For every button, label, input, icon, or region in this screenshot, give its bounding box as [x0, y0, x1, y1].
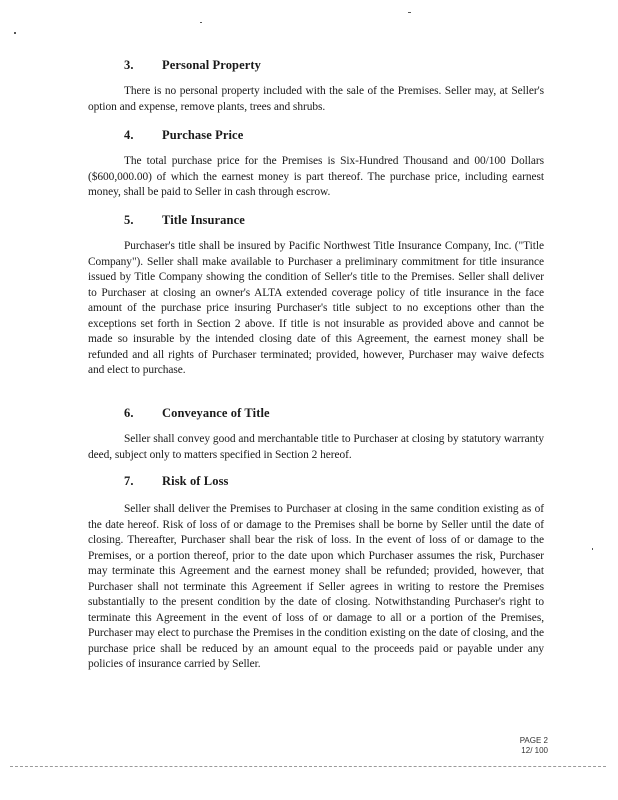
scan-speck [200, 22, 202, 23]
section-title: Personal Property [162, 58, 262, 72]
section-heading-7 [124, 474, 229, 489]
section-title: Title Insurance [162, 213, 245, 227]
section-number: 6. [124, 406, 134, 420]
section-number: 7. [124, 474, 134, 488]
section-title: Risk of Loss [162, 474, 229, 488]
page-footer [520, 736, 548, 756]
section-body-6: Seller shall convey good and merchantable title to Purchaser at closing by statutory warranty deed, subject only to matters specified in Section 2 hereof. [88, 433, 544, 461]
section-body-7: Seller shall deliver the Premises to Purchaser at closing in the same condition existing as of the date hereof. Risk of loss of or damage to the Premises shall be borne by Seller until the date of closing. Thereafter, Purchaser shall bear the risk of loss. In the event of loss of or damage to the Premises, or a portion thereof, prior to the date upon which Purchaser assumes the risk, Purchaser may terminate this Agreement and the earnest money shall be refunded; provided, however, that Purchaser shall not terminate this Agreement if Seller agrees in writing to restore the Premises substantially to the present condition by the date of closing. Notwithstanding Purchaser's right to terminate this Agreement in the event of loss of or damage to all or a portion of the Premises, Purchaser may elect to purchase the Premises in the condition existing on the date of closing, and the purchase price shall be reduced by an amount equal to the proceeds paid or payable under any policies of insurance carried by Seller. [88, 503, 544, 670]
bottom-scan-line [10, 766, 606, 767]
scan-speck [592, 548, 593, 550]
section-title: Conveyance of Title [162, 406, 270, 420]
scan-speck [408, 12, 411, 13]
section-heading-4 [124, 128, 243, 143]
page-label: PAGE 2 [519, 736, 548, 745]
scan-speck [14, 32, 16, 34]
section-number: 5. [124, 213, 134, 227]
section-heading-6 [124, 406, 270, 421]
section-body-4: The total purchase price for the Premises is Six-Hundred Thousand and 00/100 Dollars ($600,000.00) of which the earnest money is part thereof. The purchase price, including earnest money, shall be paid to Seller in cash through escrow. [88, 155, 544, 198]
section-heading-5 [124, 213, 245, 228]
section-number: 3. [124, 58, 134, 72]
section-body-3: There is no personal property included with the sale of the Premises. Seller may, at Seller's option and expense, remove plants, trees and shrubs. [88, 85, 544, 113]
section-title: Purchase Price [162, 128, 244, 142]
page-code: 12/ 100 [521, 746, 548, 755]
section-heading-3 [124, 58, 261, 73]
section-body-5: Purchaser's title shall be insured by Pacific Northwest Title Insurance Company, Inc. ("Title Company"). Seller shall make available to Purchaser a preliminary commitment for title insurance issued by Title Company showing the condition of Seller's title to the Premises. Seller shall deliver to Purchaser at closing an owner's ALTA extended coverage policy of title insurance in the face amount of the purchase price insuring Purchaser's title subject to no exceptions other than the exceptions set forth in Section 2 above. If title is not insurable as provided above and cannot be made so insurable by the intended closing date of this Agreement, the earnest money shall be refunded and all rights of Purchaser terminated; provided, however, Purchaser may waive defects and elect to purchase. [88, 240, 544, 376]
section-number: 4. [124, 128, 134, 142]
